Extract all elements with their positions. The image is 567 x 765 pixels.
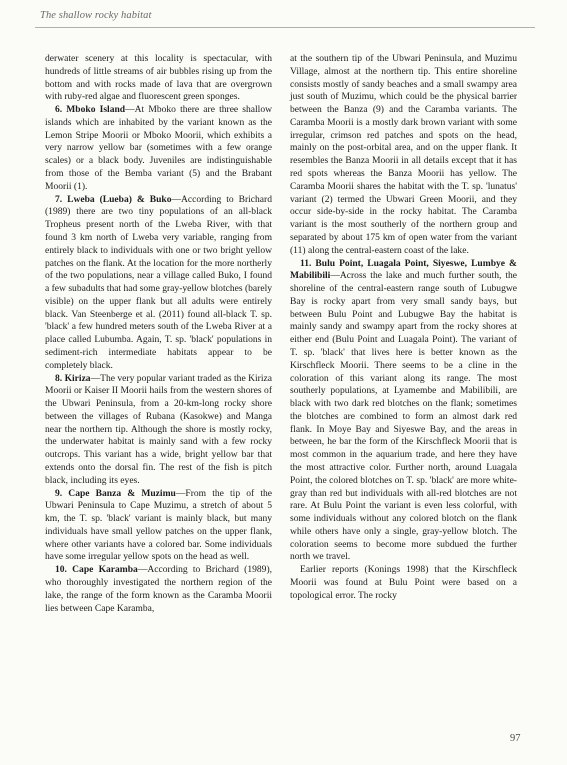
paragraph-text: —Across the lake and much further south, the shoreline of the central-eastern range south of Lubugwe Bay is rocky apart from very small sandy bays, but between Bulu Point and Lubugwe Bay the habitat is mainly sandy and swampy apart from the rocky shores at either end (Bulu Point and Luagala Point). The variant of T. sp. 'black' that lives here is better known as the Kirschfleck Moorii. There seems to be a cline in the coloration of this variant along its range. The most southerly populations, at Lyamembe and Mabilibili, are black with two dark red blotches on the flank; sometimes the blotches are combined to form an almost dark red flank. In Moye Bay and Siyeswe Bay, and the areas in between, he bar the form of the Kirschfleck Moorii that is most common in the aquarium trade, and here they have the most attractive color. Further north, around Luagala Point, the colored blotches on T. sp. 'black' are more white-gray than red but individuals with all-red blotches are not rare. At Bulu Point the variant is even less colorful, with some individuals without any colored blotch on the flank while others have only a single, gray-yellow blotch. The coloration seems to become more subdued the further north we travel. [290,270,517,563]
running-head: The shallow rocky habitat [40,10,152,21]
page-number: 97 [510,733,521,744]
paragraph-text: Earlier reports (Konings 1998) that the Kirschfleck Moorii was found at Bulu Point were based on a topological error. The rocky [290,564,517,601]
paragraph [45,104,272,193]
locality-heading: 11. Bulu Point, Luagala Point, Siyeswe, Lumbye & Mabilibili [290,257,517,282]
paragraph [45,488,272,565]
paragraph-text: —According to Brichard (1989) there are two tiny populations of an all-black Tropheus present north of the Lweba River, with that found 3 km north of Lweba very variable, ranging from entirely black to individuals with one or two bright yellow patches on the flank. At the location for the more northerly of the two populations, near a village called Buko, I found a few subadults that had some gray-yellow blotches (barely visible) on the upper flank but all adults were entirely black. Van Steenberge et al. (2011) found all-black T. sp. 'black' a few hundred meters south of the Lweba River at a place called Lubumba. Again, T. sp. 'black' populations in sediment-rich intermediate habitats appear to be completely black. [45,193,272,371]
left-column [45,53,272,615]
paragraph [45,194,272,373]
paragraph [45,53,272,104]
paragraph-text: —At Mboko there are three shallow islands which are inhabited by the variant known as the Lemon Stripe Moorii or Mboko Moorii, which exhibits a very narrow yellow bar (sometimes with a few orange scales) or a black body. Juveniles are indistinguishable from those of the Bemba variant (5) and the Brabant Moorii (1). [45,104,273,192]
locality-heading: 7. Lweba (Lueba) & Buko [55,193,172,205]
header-rule [35,27,535,28]
paragraph [290,564,517,602]
locality-heading: 6. Mboko Island [55,104,126,116]
paragraph [45,564,272,615]
paragraph-text: —From the tip of the Ubwari Peninsula to Cape Muzimu, a stretch of about 5 km, the T. sp. 'black' variant is mainly black, but many individuals have small yellow patches on the upper flank, where other variants have a colored bar. Some individuals have some irregular yellow spots on the head as well. [45,487,273,563]
paragraph-text: at the southern tip of the Ubwari Peninsula, and Muzimu Village, almost at the northern tip. This entire shoreline consists mostly of sandy beaches and a small swampy area just south of Muzimu, which could be the physical barrier between the Banza (9) and the Caramba variants. The Caramba Moorii is a mostly dark brown variant with some irregular, crimson red patches and spots on the head, mainly on the post-orbital area, and on the upper flank. It resembles the Banza Moorii in all details except that it has red spots whereas the Banza Moorii has yellow. The Caramba Moorii shares the habitat with the T. sp. 'lunatus' variant (2) termed the Ubwari Green Moorii, and they occur side-by-side in the rocky habitat. The Caramba variant is the most southerly of the northern group and separated by about 175 km of open water from the variant (11) along the central-eastern coast of the lake. [290,53,517,256]
paragraph-text: derwater scenery at this locality is spectacular, with hundreds of little streams of air bubbles rising up from the bottom and with rocks made of lava that are overgrown with ruby-red algae and fluorescent green sponges. [45,53,272,103]
locality-heading: 9. Cape Banza & Muzimu [55,487,176,499]
paragraph-text: —The very popular variant traded as the Kiriza Moorii or Kaiser II Moorii hails from the western shores of the Ubwari Peninsula, from a 20-km-long rocky shore between the villages of Rubana (Kasokwe) and Manga near the northern tip. Although the shore is mostly rocky, the underwater habitat is mainly sand with a few rocky outcrops. This variant has a wide, bright yellow bar that extends onto the dorsal fin. The rest of the fish is pitch black, including its eyes. [45,372,272,486]
paragraph [290,258,517,565]
locality-heading: 10. Cape Karamba [55,564,138,576]
paragraph [290,53,517,258]
paragraph [45,373,272,488]
locality-heading: 8. Kiriza [55,372,91,384]
right-column [290,53,517,603]
paragraph-text: —According to Brichard (1989), who thoroughly investigated the northern region of the lake, the range of the form known as the Caramba Moorii lies between Cape Karamba, [45,564,273,614]
